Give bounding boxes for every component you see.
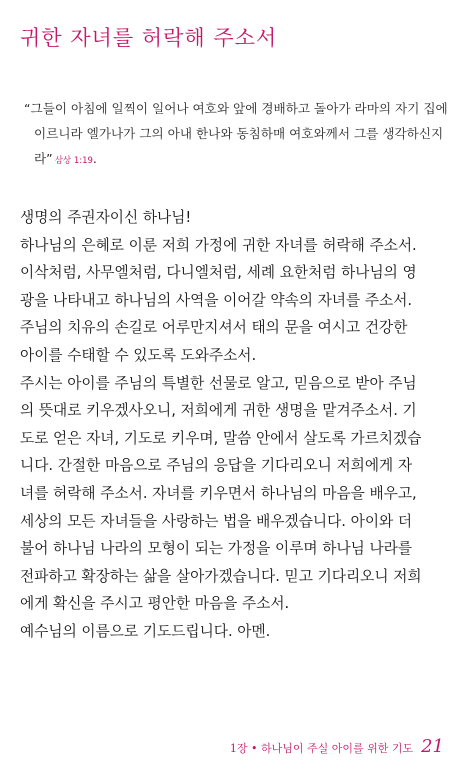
page-title: 귀한 자녀를 허락해 주소서 xyxy=(20,26,278,50)
prayer-line: 아이를 수태할 수 있도록 도와주소서. xyxy=(20,346,257,364)
prayer-line: 주님의 치유의 손길로 어루만지셔서 태의 문을 여시고 건강한 xyxy=(20,319,408,337)
prayer-line: 세상의 모든 자녀들을 사랑하는 법을 배우겠습니다. 아이와 더 xyxy=(20,512,413,530)
prayer-line: 하나님의 은혜로 이룬 저희 가정에 귀한 자녀를 허락해 주소서. xyxy=(20,236,417,254)
quote-text: “그들이 아침에 일찍이 일어나 여호와 앞에 경배하고 돌아가 라마의 자기 집에 이르니라 엘가나가 그의 아내 한나와 동침하매 여호와께서 그를 생각하신지라” xyxy=(24,101,448,166)
running-head: 1장 • 하나님이 주실 아이를 위한 기도 xyxy=(229,742,414,755)
prayer-line: 의 뜻대로 키우겠사오니, 저희에게 귀한 생명을 맡겨주소서. 기 xyxy=(20,402,417,420)
prayer-line: 예수님의 이름으로 기도드립니다. 아멘. xyxy=(20,622,271,640)
prayer-line: 녀를 허락해 주소서. 자녀를 키우면서 하나님의 마음을 배우고, xyxy=(20,484,417,502)
prayer-body xyxy=(20,204,456,646)
prayer-line: 니다. 간절한 마음으로 주님의 응답을 기다리오니 저희에게 자 xyxy=(20,457,413,475)
scripture-reference: 삼상 1:19 xyxy=(54,156,93,166)
prayer-line: 주시는 아이를 주님의 특별한 선물로 알고, 믿음으로 받아 주님 xyxy=(20,374,417,392)
prayer-line: 불어 하나님 나라의 모형이 되는 가정을 이루며 하나님 나라를 xyxy=(20,540,413,558)
page-number: 21 xyxy=(421,736,444,757)
prayer-line: 전파하고 확장하는 삶을 살아가겠습니다. 믿고 기다리오니 저희 xyxy=(20,567,422,585)
page-footer xyxy=(230,736,444,757)
prayer-line: 에게 확신을 주시고 평안한 마음을 주소서. xyxy=(20,595,290,613)
quote-end-mark: . xyxy=(92,151,97,166)
prayer-line: 도로 얻은 자녀, 기도로 키우며, 말씀 안에서 살도록 가르치겠습 xyxy=(20,429,422,447)
prayer-line: 이삭처럼, 사무엘처럼, 다니엘처럼, 세례 요한처럼 하나님의 영 xyxy=(20,264,417,282)
prayer-line: 생명의 주권자이신 하나님! xyxy=(20,209,192,226)
prayer-line: 광을 나타내고 하나님의 사역을 이어갈 약속의 자녀를 주소서. xyxy=(20,291,413,309)
scripture-quote xyxy=(24,96,456,174)
